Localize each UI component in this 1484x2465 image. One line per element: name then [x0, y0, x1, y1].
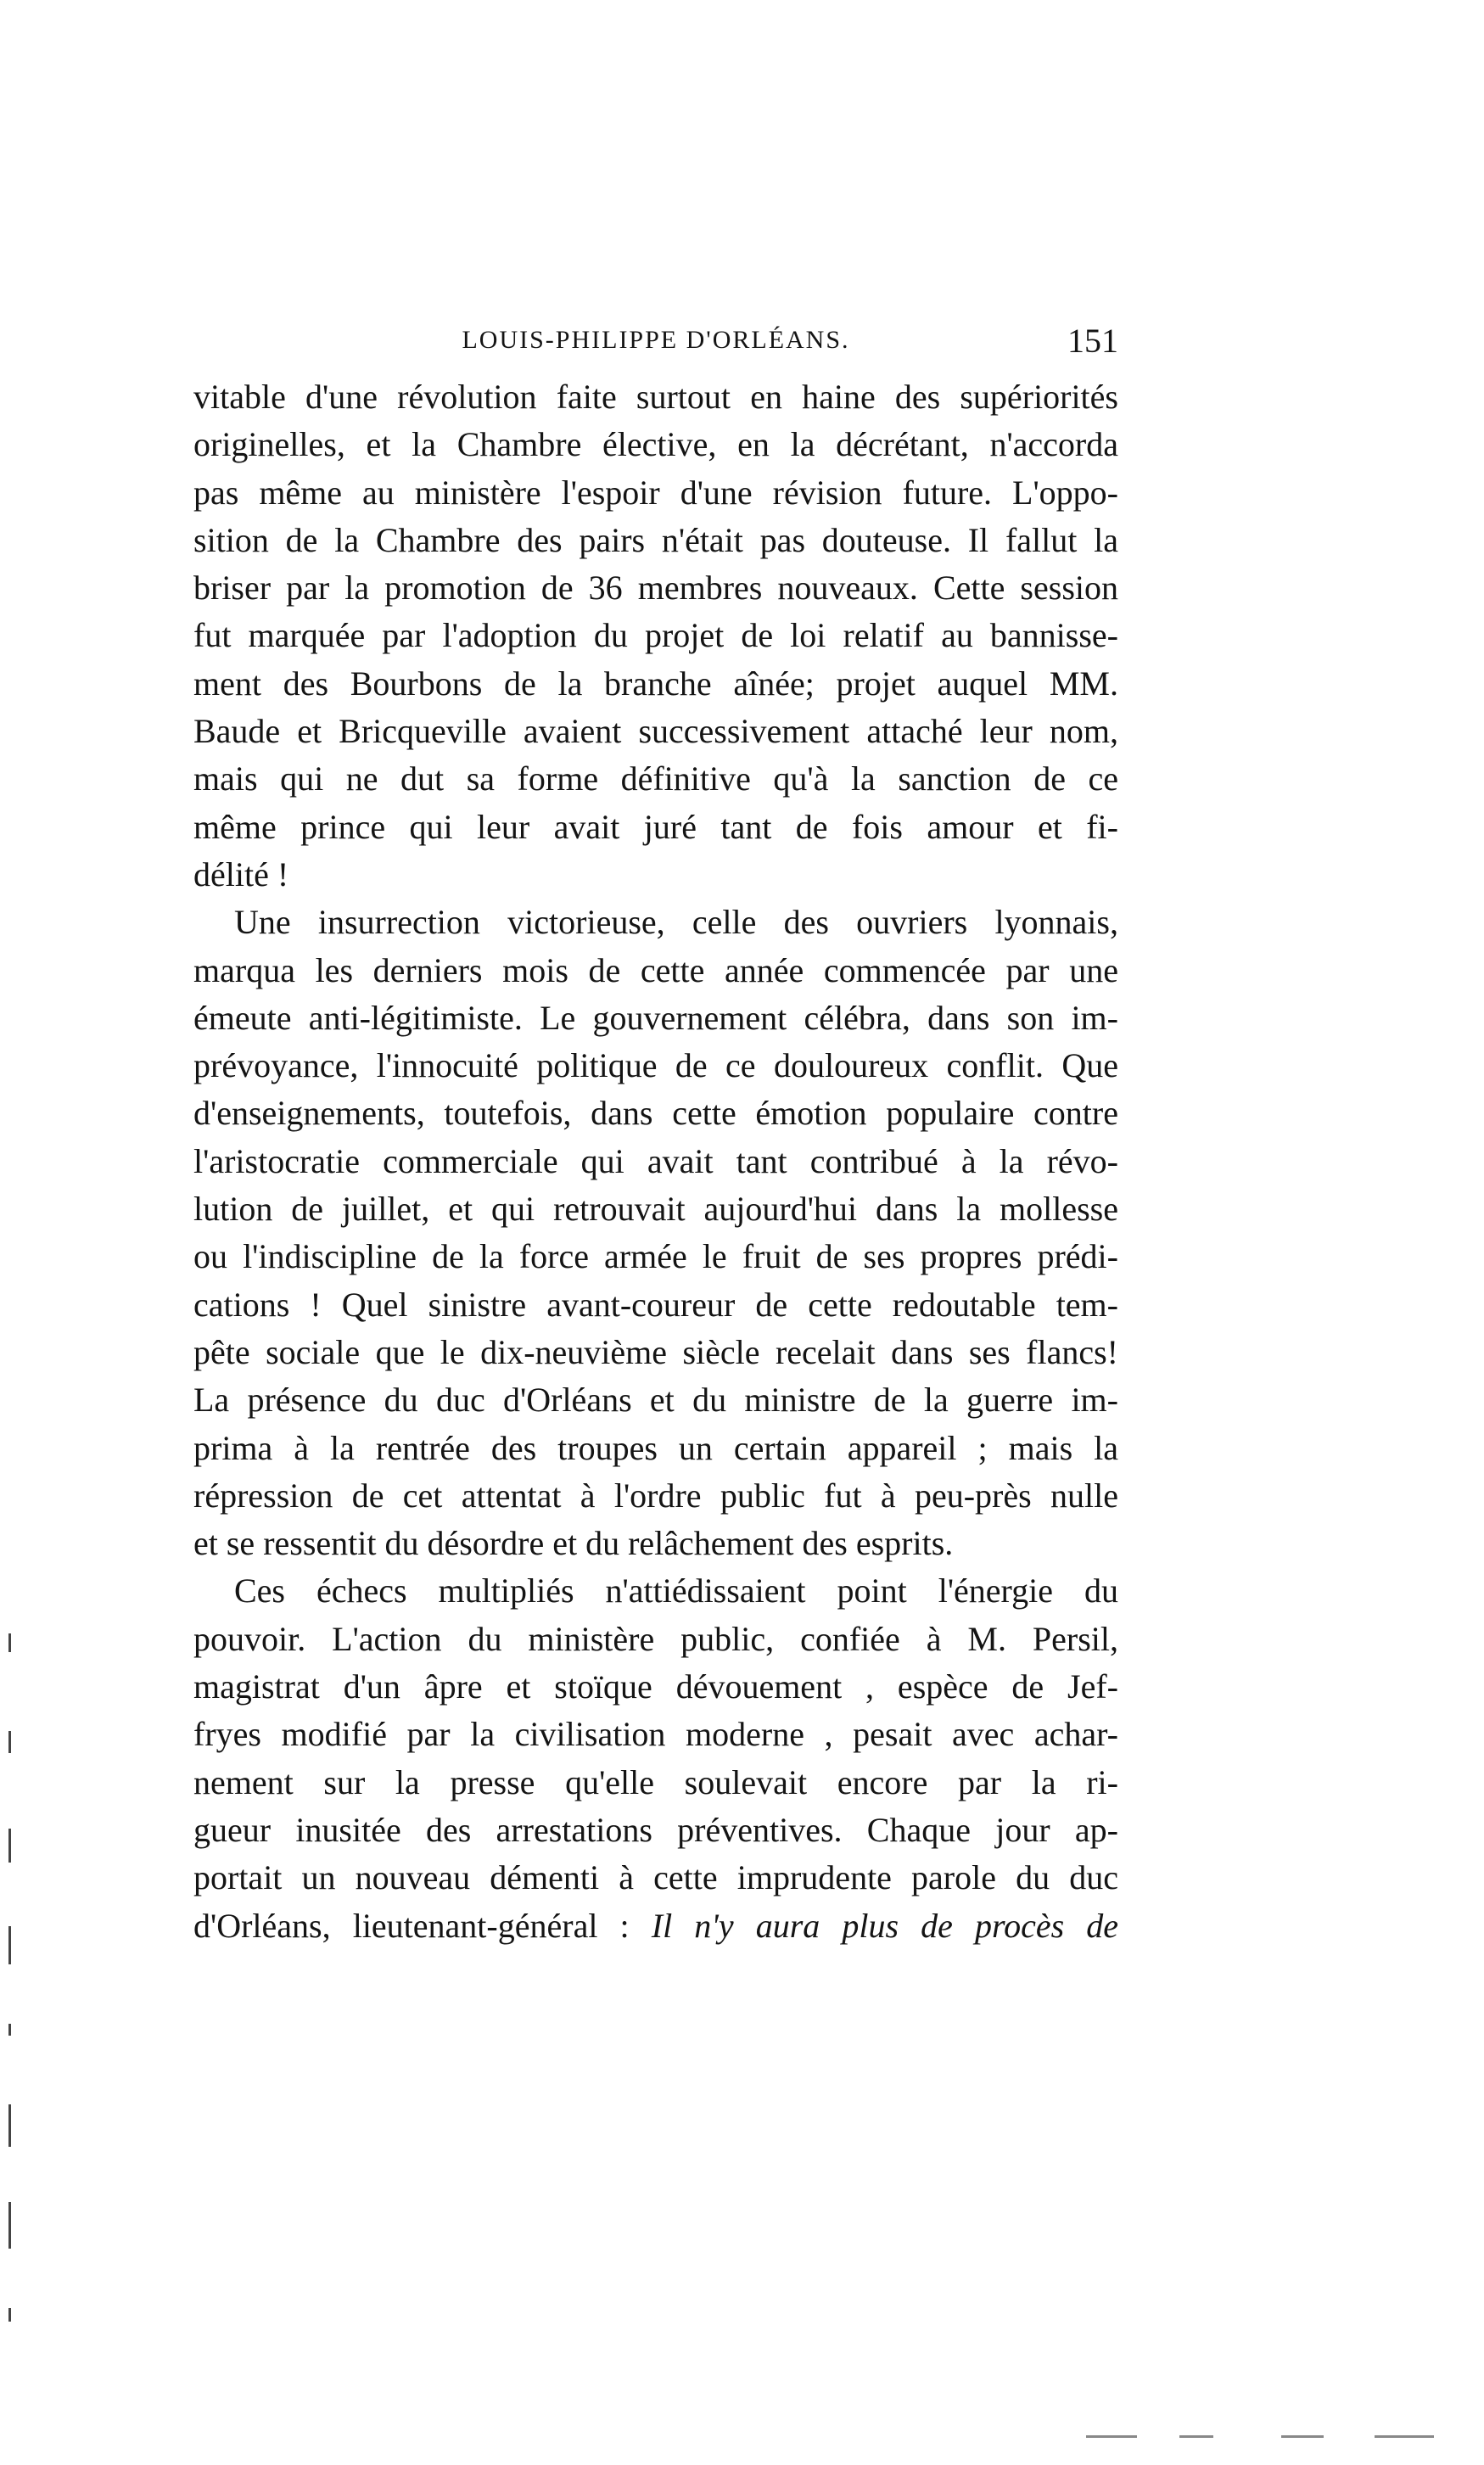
text-line: ou l'indiscipline de la force armée le fruit de ses propres prédi-	[193, 1237, 1118, 1276]
text-line: magistrat d'un âpre et stoïque dévouement , espèce de Jef-	[193, 1667, 1118, 1706]
text-line: Baude et Bricqueville avaient successivement attaché leur nom,	[193, 712, 1118, 751]
bottom-scan-specks	[1086, 2435, 1459, 2442]
text-line: gueur inusitée des arrestations préventives. Chaque jour ap-	[193, 1810, 1118, 1849]
scan-speck	[1086, 2435, 1137, 2438]
scan-speck	[1281, 2435, 1324, 2438]
text-line: briser par la promotion de 36 membres nouveaux. Cette session	[193, 569, 1118, 608]
scan-mark	[8, 1633, 11, 1652]
final-line-roman: d'Orléans, lieutenant-général :	[193, 1906, 652, 1945]
running-header	[193, 321, 1118, 363]
scan-mark	[8, 2308, 11, 2322]
scan-mark	[8, 2104, 11, 2147]
text-line: et se ressentit du désordre et du relâchement des esprits.	[193, 1524, 954, 1563]
text-line: mais qui ne dut sa forme définitive qu'à la sanction de ce	[193, 759, 1118, 798]
text-line: originelles, et la Chambre élective, en la décrétant, n'accorda	[193, 425, 1118, 464]
text-line: prévoyance, l'innocuité politique de ce douloureux conflit. Que	[193, 1046, 1118, 1085]
scan-mark	[8, 1731, 11, 1753]
text-line: La présence du duc d'Orléans et du ministre de la guerre im-	[193, 1381, 1118, 1420]
text-line: d'enseignements, toutefois, dans cette émotion populaire contre	[193, 1094, 1118, 1133]
scan-mark	[8, 2202, 11, 2249]
text-line-final	[193, 1902, 1118, 1950]
text-line: lution de juillet, et qui retrouvait aujourd'hui dans la mollesse	[193, 1190, 1118, 1229]
body-text	[193, 373, 1118, 1950]
final-line-italic: Il n'y aura plus de procès de	[651, 1906, 1118, 1945]
text-line: pouvoir. L'action du ministère public, confiée à M. Persil,	[193, 1619, 1118, 1658]
scan-mark	[8, 1926, 11, 1964]
text-line: fryes modifié par la civilisation moderne , pesait avec achar-	[193, 1715, 1118, 1754]
text-line: émeute anti-légitimiste. Le gouvernement célébra, dans son im-	[193, 998, 1118, 1037]
text-line: sition de la Chambre des pairs n'était pas douteuse. Il fallut la	[193, 520, 1118, 559]
text-line: pas même au ministère l'espoir d'une révision future. L'oppo-	[193, 473, 1118, 512]
running-title: LOUIS-PHILIPPE D'ORLÉANS.	[462, 326, 850, 354]
text-line: pête sociale que le dix-neuvième siècle recelait dans ses flancs!	[193, 1332, 1118, 1371]
scan-mark	[8, 1829, 11, 1863]
text-line: délité !	[193, 854, 289, 894]
left-margin-scan-marks	[0, 0, 34, 2465]
text-line: vitable d'une révolution faite surtout en haine des supériorités	[193, 378, 1118, 416]
text-line: nement sur la presse qu'elle soulevait encore par la ri-	[193, 1762, 1118, 1801]
text-line: répression de cet attentat à l'ordre public fut à peu-près nulle	[193, 1476, 1118, 1515]
scan-speck	[1375, 2435, 1434, 2438]
text-line: même prince qui leur avait juré tant de fois amour et fi-	[193, 807, 1118, 846]
scan-mark	[8, 2024, 11, 2036]
text-line: portait un nouveau démenti à cette imprudente parole du duc	[193, 1858, 1118, 1897]
paragraph-first-line: Ces échecs multipliés n'attiédissaient point l'énergie du	[234, 1571, 1118, 1611]
text-line: marqua les derniers mois de cette année commencée par une	[193, 950, 1118, 989]
text-line: prima à la rentrée des troupes un certain appareil ; mais la	[193, 1428, 1118, 1467]
page-number: 151	[1067, 322, 1118, 360]
text-line: ment des Bourbons de la branche aînée; projet auquel MM.	[193, 664, 1118, 703]
text-line: l'aristocratie commerciale qui avait tant contribué à la révo-	[193, 1141, 1118, 1180]
text-line: cations ! Quel sinistre avant-coureur de cette redoutable tem-	[193, 1285, 1118, 1324]
text-line: fut marquée par l'adoption du projet de loi relatif au bannisse-	[193, 616, 1118, 655]
scan-speck	[1179, 2435, 1213, 2438]
paragraph-first-line: Une insurrection victorieuse, celle des ouvriers lyonnais,	[234, 903, 1118, 942]
